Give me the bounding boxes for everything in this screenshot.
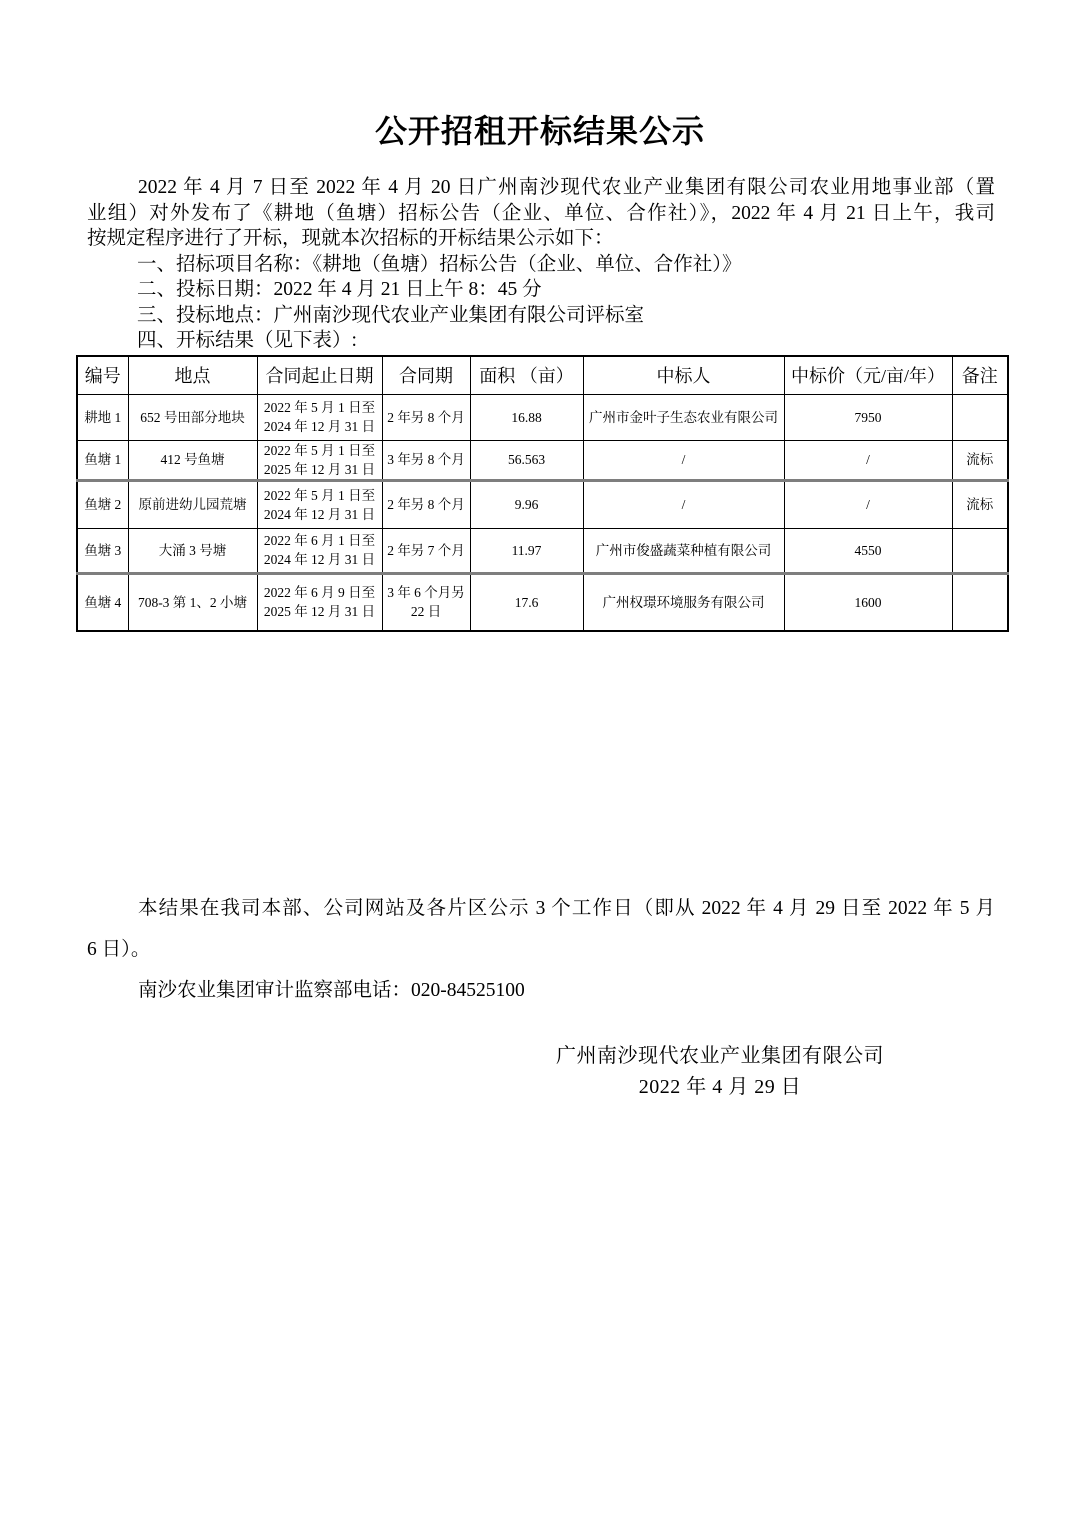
results-table: [76, 355, 1009, 633]
list-item-bid-result: 四、开标结果（见下表）:: [137, 330, 357, 351]
header-cell-remark: 备注: [952, 356, 1008, 395]
cell-location: 412 号鱼塘: [128, 440, 257, 480]
numbered-list: [87, 252, 995, 354]
intro-line: 业组）对外发布了《耕地（鱼塘）招标公告（企业、单位、合作社）》，2022 年 4 月 21 日上午，我司: [87, 202, 995, 224]
period-line: 3 年 6 个月另: [387, 585, 465, 601]
cell-price: 1600: [784, 573, 952, 631]
cell-area: 17.6: [470, 573, 583, 631]
date-line: 2022 年 5 月 1 日至: [263, 487, 376, 503]
cell-location: 大涌 3 号塘: [128, 528, 257, 573]
intro-line: 2022 年 4 月 7 日至 2022 年 4 月 20 日广州南沙现代农业产业集团有限公司农业用地事业部（置: [138, 177, 995, 198]
intro-line: 按规定程序进行了开标，现就本次招标的开标结果公示如下：: [87, 228, 614, 249]
table-row: [77, 440, 1008, 480]
date-line: 2024 年 12 月 31 日: [263, 419, 376, 434]
date-line: 2025 年 12 月 31 日: [263, 604, 376, 620]
page-title: 公开招租开标结果公示: [374, 113, 705, 149]
period-line: 2 年另 8 个月: [387, 409, 465, 425]
date-line: 2022 年 6 月 1 日至: [263, 533, 376, 548]
cell-remark: [952, 528, 1008, 573]
signature-date: 2022 年 4 月 29 日: [638, 1076, 802, 1098]
cell-location: 652 号田部分地块: [128, 394, 257, 440]
date-line: 2024 年 12 月 31 日: [263, 552, 376, 567]
cell-dates: [257, 573, 382, 631]
cell-dates: [257, 528, 382, 573]
header-cell-contract-period: 合同期: [382, 356, 470, 395]
date-line: 2022 年 6 月 9 日至: [263, 585, 376, 601]
header-cell-no: 编号: [77, 356, 128, 395]
period-line: 3 年另 8 个月: [387, 452, 465, 467]
cell-no: 鱼塘 1: [77, 440, 128, 480]
cell-remark: 流标: [952, 440, 1008, 480]
header-cell-area: 面积 （亩）: [470, 356, 583, 395]
cell-dates: [257, 394, 382, 440]
cell-winner: /: [583, 480, 784, 528]
cell-area: 9.96: [470, 480, 583, 528]
cell-remark: [952, 573, 1008, 631]
cell-remark: 流标: [952, 480, 1008, 528]
cell-area: 56.563: [470, 440, 583, 480]
header-cell-price: 中标价（元/亩/年）: [784, 356, 952, 395]
cell-no: 耕地 1: [77, 394, 128, 440]
header-cell-contract-dates: 合同起止日期: [257, 356, 382, 395]
intro-paragraph: [87, 175, 995, 252]
table-row: [77, 480, 1008, 528]
list-item-bid-date: 二、投标日期：2022 年 4 月 21 日上午 8：45 分: [137, 279, 542, 300]
cell-remark: [952, 394, 1008, 440]
cell-location: 708-3 第 1、2 小塘: [128, 573, 257, 631]
header-cell-winner: 中标人: [583, 356, 784, 395]
cell-winner: 广州权璟环境服务有限公司: [583, 573, 784, 631]
table-row: [77, 573, 1008, 631]
cell-price: 7950: [784, 394, 952, 440]
date-line: 2025 年 12 月 31 日: [263, 461, 376, 477]
date-line: 2022 年 5 月 1 日至: [263, 400, 376, 415]
cell-period: [382, 394, 470, 440]
cell-no: 鱼塘 3: [77, 528, 128, 573]
list-item-bid-place: 三、投标地点：广州南沙现代农业产业集团有限公司评标室: [137, 304, 645, 326]
cell-area: 11.97: [470, 528, 583, 573]
cell-price: /: [784, 440, 952, 480]
table-row: [77, 528, 1008, 573]
signature-block: [556, 1041, 884, 1103]
list-item-project-name: 一、招标项目名称：《耕地（鱼塘）招标公告（企业、单位、合作社）》: [137, 253, 742, 275]
cell-winner: /: [583, 440, 784, 480]
closing-line: 6 日）。: [87, 939, 151, 960]
phone-line: 南沙农业集团审计监察部电话：020-84525100: [138, 980, 525, 1001]
signature-company: 广州南沙现代农业产业集团有限公司: [556, 1045, 884, 1067]
date-line: 2024 年 12 月 31 日: [263, 506, 376, 522]
period-line: 2 年另 7 个月: [387, 542, 465, 558]
cell-period: [382, 440, 470, 480]
cell-dates: [257, 480, 382, 528]
cell-no: 鱼塘 2: [77, 480, 128, 528]
header-cell-location: 地点: [128, 356, 257, 395]
closing-paragraph: [87, 888, 995, 1011]
cell-price: 4550: [784, 528, 952, 573]
period-line: 2 年另 8 个月: [387, 497, 465, 512]
cell-period: [382, 480, 470, 528]
period-line: 22 日: [410, 604, 442, 620]
cell-dates: [257, 440, 382, 480]
table-header-row: [77, 356, 1008, 395]
cell-no: 鱼塘 4: [77, 573, 128, 631]
cell-winner: 广州市俊盛蔬菜种植有限公司: [583, 528, 784, 573]
cell-area: 16.88: [470, 394, 583, 440]
cell-period: [382, 573, 470, 631]
table-row: [77, 394, 1008, 440]
closing-line: 本结果在我司本部、公司网站及各片区公示 3 个工作日（即从 2022 年 4 月 29 日至 2022 年 5 月: [138, 898, 995, 919]
cell-period: [382, 528, 470, 573]
cell-winner: 广州市金叶子生态农业有限公司: [583, 394, 784, 440]
cell-price: /: [784, 480, 952, 528]
cell-location: 原前进幼儿园荒塘: [128, 480, 257, 528]
date-line: 2022 年 5 月 1 日至: [263, 442, 376, 458]
